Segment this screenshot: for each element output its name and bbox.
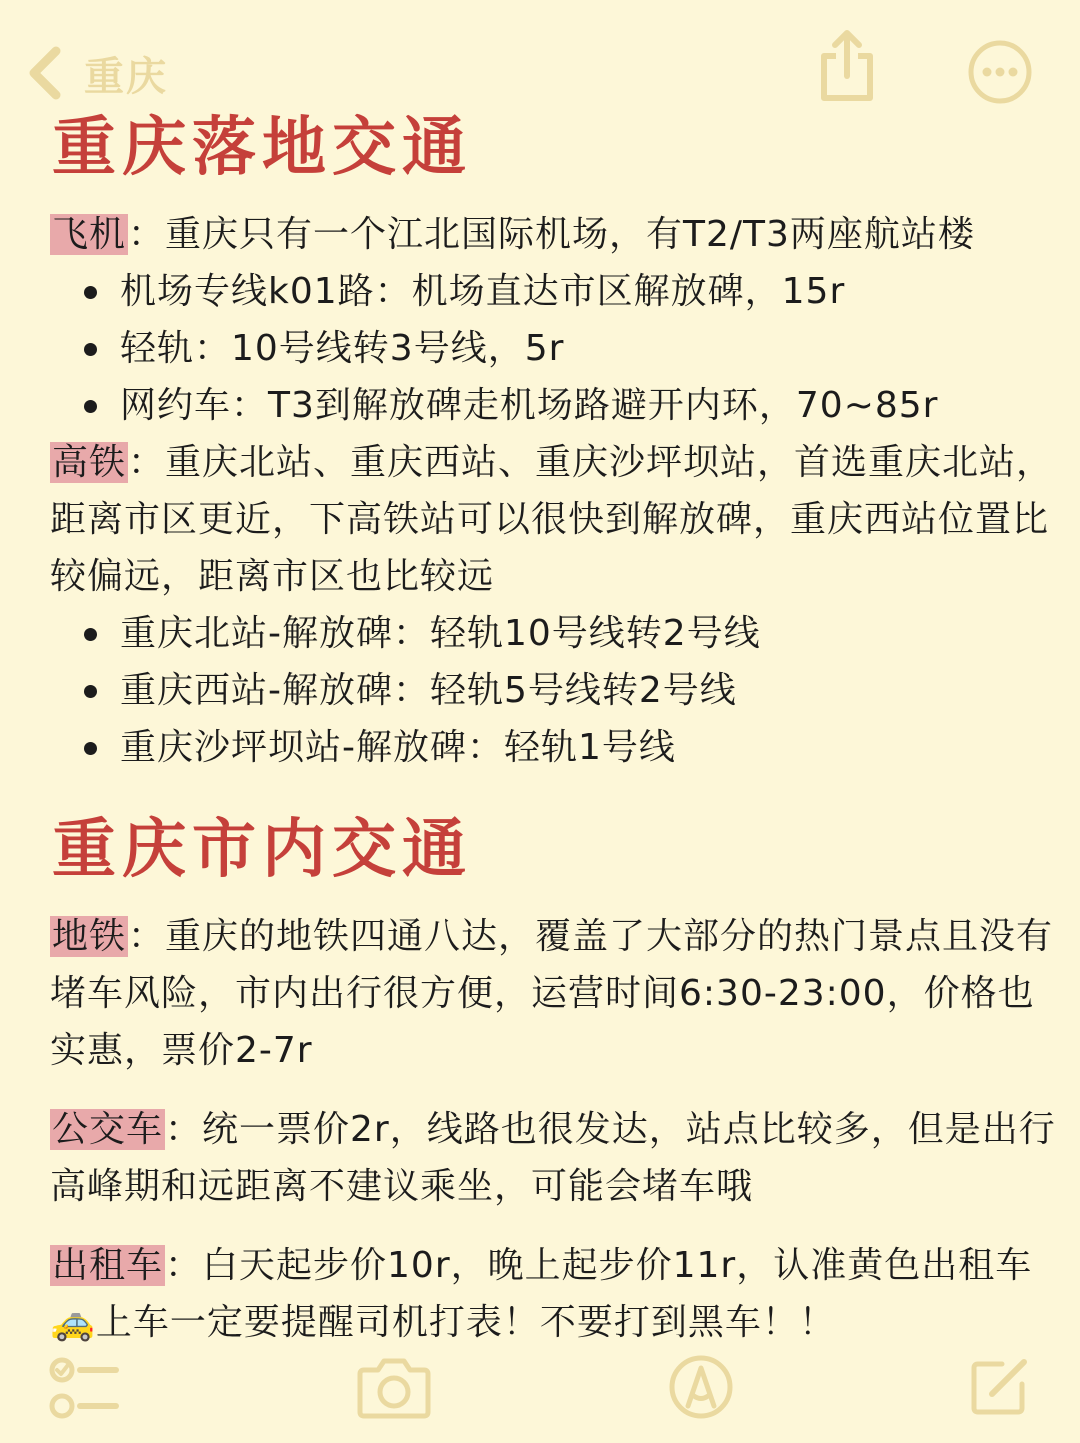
list-item: 网约车：T3到解放碑走机场路避开内环，70~85r bbox=[84, 377, 1060, 434]
back-button[interactable] bbox=[22, 38, 168, 108]
plane-paragraph bbox=[50, 206, 1060, 263]
checklist-icon[interactable] bbox=[48, 1354, 122, 1424]
rail-paragraph bbox=[50, 434, 1060, 605]
section-title-local: 重庆市内交通 bbox=[52, 813, 472, 887]
camera-icon[interactable] bbox=[356, 1354, 432, 1420]
share-icon[interactable] bbox=[814, 28, 880, 104]
list-item: 重庆沙坪坝站-解放碑：轻轨1号线 bbox=[84, 719, 1060, 776]
compose-icon[interactable] bbox=[966, 1354, 1032, 1420]
pen-circle-icon[interactable] bbox=[668, 1354, 734, 1420]
plane-text: ：重庆只有一个江北国际机场，有T2/T3两座航站楼 bbox=[128, 214, 975, 255]
plane-tag: 飞机 bbox=[52, 214, 127, 255]
list-item: 机场专线k01路：机场直达市区解放碑，15r bbox=[84, 263, 1060, 320]
rail-text: ：重庆北站、重庆西站、重庆沙坪坝站，首选重庆北站，距离市区更近，下高铁站可以很快到解放碑，重庆西站位置比较偏远，距离市区也比较远 bbox=[50, 442, 1054, 597]
note-content[interactable] bbox=[50, 100, 1060, 1351]
bottom-toolbar bbox=[0, 1340, 1080, 1440]
bus-paragraph bbox=[50, 1101, 1060, 1215]
rail-tag: 高铁 bbox=[52, 442, 127, 483]
list-item: 重庆西站-解放碑：轻轨5号线转2号线 bbox=[84, 662, 1060, 719]
plane-list bbox=[50, 263, 1060, 434]
metro-text: ：重庆的地铁四通八达，覆盖了大部分的热门景点且没有堵车风险，市内出行很方便，运营时间6:30-23:00，价格也实惠，票价2-7r bbox=[50, 916, 1054, 1071]
navigation-bar bbox=[0, 0, 1080, 110]
taxi-paragraph bbox=[50, 1237, 1060, 1351]
section-title-arrival: 重庆落地交通 bbox=[52, 111, 472, 185]
metro-tag: 地铁 bbox=[52, 916, 127, 957]
taxi-text: ：白天起步价10r，晚上起步价11r，认准黄色出租车🚕上车一定要提醒司机打表！不要打到黑车！！ bbox=[50, 1245, 1033, 1343]
rail-list bbox=[50, 605, 1060, 776]
bus-tag: 公交车 bbox=[52, 1109, 164, 1150]
back-label: 重庆 bbox=[84, 53, 168, 100]
metro-paragraph bbox=[50, 908, 1060, 1079]
chevron-left-icon bbox=[22, 43, 66, 103]
ellipsis-circle-icon[interactable] bbox=[966, 38, 1034, 106]
list-item: 重庆北站-解放碑：轻轨10号线转2号线 bbox=[84, 605, 1060, 662]
bus-text: ：统一票价2r，线路也很发达，站点比较多，但是出行高峰期和远距离不建议乘坐，可能会堵车哦 bbox=[50, 1109, 1056, 1207]
list-item: 轻轨：10号线转3号线，5r bbox=[84, 320, 1060, 377]
taxi-tag: 出租车 bbox=[52, 1245, 164, 1286]
